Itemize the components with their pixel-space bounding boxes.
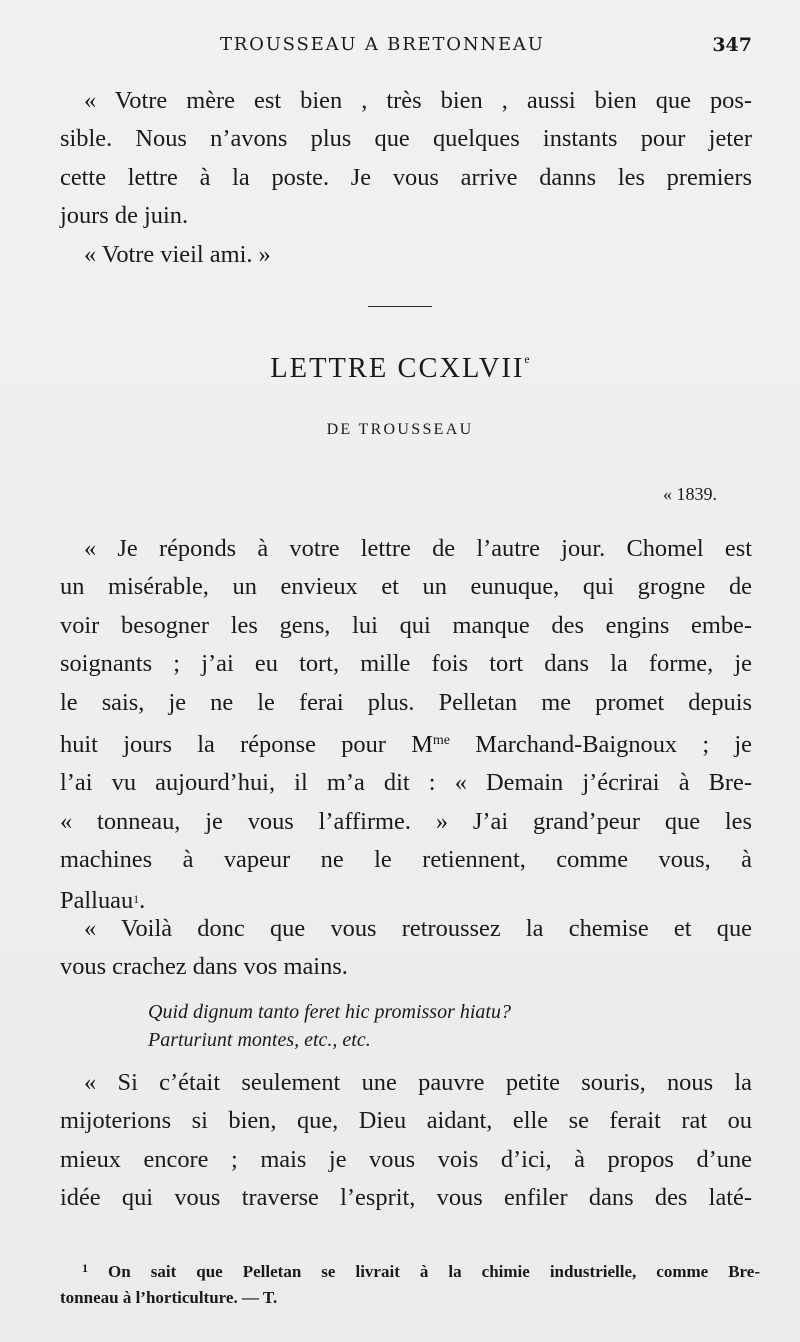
superscript: me: [432, 733, 450, 749]
running-head: [60, 34, 752, 62]
text-line: idée qui vous traverse l’esprit, vous enfiler dans des laté-: [60, 1184, 752, 1212]
text-fragment: Marchand-Baignoux ; je: [450, 731, 753, 759]
letter-date: « 1839.: [663, 484, 717, 504]
letter-title: [0, 352, 800, 385]
running-title: TROUSSEAU A BRETONNEAU: [220, 34, 545, 55]
text-line: « tonneau, je vous l’affirme. » J’ai grand’peur que les: [60, 807, 752, 835]
footnote: [60, 1256, 760, 1310]
text-fragment: huit jours la réponse pour M: [60, 731, 433, 759]
quote-line: Parturiunt montes, etc., etc.: [148, 1029, 371, 1051]
section-divider: [368, 306, 432, 307]
text-fragment: On sait que Pelletan se livrait à la chimie industrielle, comme Bre-: [108, 1262, 761, 1281]
letter-title-suffix: e: [524, 352, 530, 366]
text-line: vous crachez dans vos mains.: [60, 953, 348, 981]
closing-line: « Votre vieil ami. »: [84, 240, 271, 268]
text-line: [60, 722, 752, 764]
footnote-marker: 1: [82, 1261, 88, 1275]
text-line: « Je réponds à votre lettre de l’autre jour. Chomel est: [84, 535, 752, 562]
text-line: « Voilà donc que vous retroussez la chemise et que: [84, 915, 752, 942]
text-fragment: Palluau: [60, 886, 134, 914]
text-line: jours de juin.: [60, 202, 189, 230]
text-line: soignants ; j’ai eu tort, mille fois tort dans la forme, je: [60, 650, 752, 678]
text-line: mijoterions si bien, que, Dieu aidant, elle se ferait rat ou: [60, 1107, 752, 1135]
paragraph-1: [60, 530, 752, 920]
paragraph-2: [60, 910, 752, 987]
text-line: voir besogner les gens, lui qui manque des engins embe-: [60, 611, 752, 639]
quote-line: Quid dignum tanto feret hic promissor hiatu?: [148, 1001, 511, 1023]
letter-title-text: LETTRE CCXLVII: [270, 353, 525, 384]
text-line: sible. Nous n’avons plus que quelques instants pour jeter: [60, 125, 752, 153]
text-line: un misérable, un envieux et un eunuque, qui grogne de: [60, 573, 752, 601]
text-fragment: .: [139, 886, 146, 914]
text-line: le sais, je ne le ferai plus. Pelletan me promet depuis: [60, 688, 752, 716]
footnote-line: tonneau à l’horticulture. — T.: [60, 1287, 278, 1307]
text-line: « Si c’était seulement une pauvre petite souris, nous la: [84, 1069, 752, 1096]
text-line: cette lettre à la poste. Je vous arrive danns les premiers: [60, 163, 752, 191]
text-line: mieux encore ; mais je vous vois d’ici, à propos d’une: [60, 1145, 752, 1173]
latin-quotation: [148, 998, 511, 1054]
text-line: « Votre mère est bien , très bien , aussi bien que pos-: [84, 87, 752, 114]
letter-sender: DE TROUSSEAU: [326, 421, 474, 438]
text-line: l’ai vu aujourd’hui, il m’a dit : « Demain j’écrirai à Bre-: [60, 769, 752, 797]
opening-paragraph: [60, 82, 752, 274]
paragraph-3: [60, 1064, 752, 1218]
text-line: machines à vapeur ne le retiennent, comme vous, à: [60, 846, 752, 874]
footnote-line: [60, 1256, 760, 1285]
page-number: 347: [712, 34, 752, 56]
footnote-reference: 1: [133, 891, 140, 906]
